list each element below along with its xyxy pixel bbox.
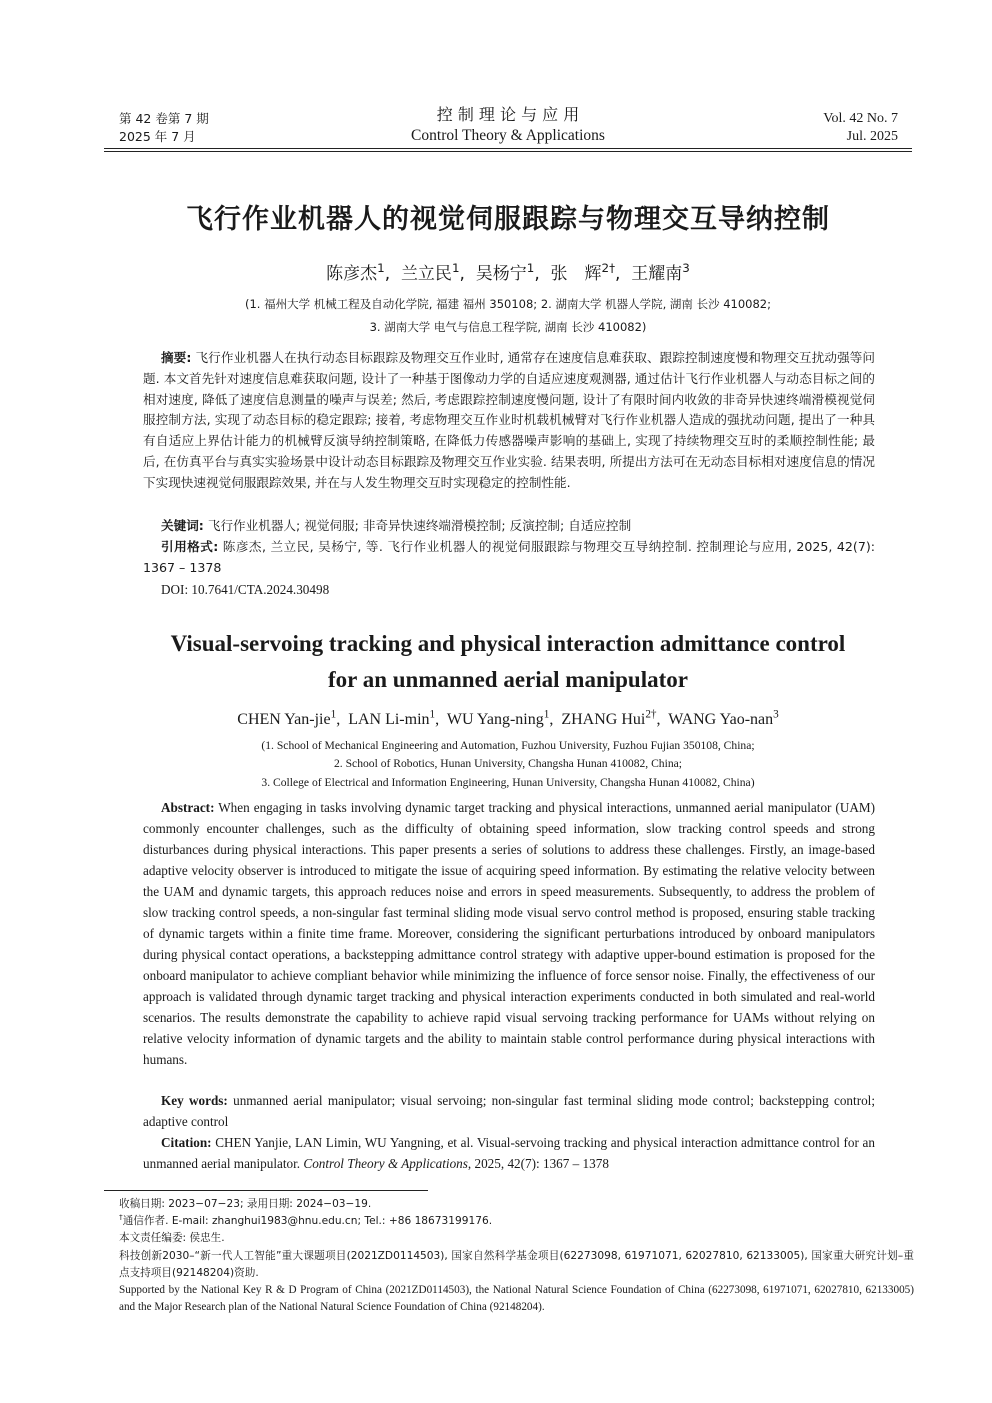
doi: DOI: 10.7641/CTA.2024.30498 [161, 582, 330, 597]
citation-cn-text: 陈彦杰, 兰立民, 吴杨宁, 等. 飞行作业机器人的视觉伺服跟踪与物理交互导纳控制. 控制理论与应用, 2025, 42(7): 1367 – 1378 [143, 539, 875, 575]
keywords-cn [143, 516, 875, 537]
citation-cn-label: 引用格式: [161, 539, 219, 554]
keywords-en-text: unmanned aerial manipulator; visual servoing; non-singular fast terminal sliding mode control; backstepping control; adaptive control [143, 1093, 876, 1129]
citation-en-journal: Control Theory & Applications [303, 1156, 468, 1171]
footnote-corresponding: †通信作者. E-mail: zhanghui1983@hnu.edu.cn; Tel.: +86 18673199176. [119, 1212, 493, 1228]
abstract-en [143, 797, 875, 1070]
keywords-en [143, 1090, 875, 1132]
citation-cn [143, 537, 875, 579]
footnote-editor: 本文责任编委: 侯忠生. [119, 1232, 225, 1245]
author-en: WU Yang-ning$^1$ [446, 708, 550, 728]
author-list-cn: 陈彦杰$^1$, 兰立民$^1$, 吴杨宁$^1$, 张 辉$^{2\dagger}$, 王耀南$^3$ [326, 260, 690, 284]
author-en: WANG Yao-nan$^3$ [668, 708, 779, 728]
header-date-cn: 2025 年 7 月 [119, 129, 196, 144]
footnote-funding-cn: 科技创新2030–“新一代人工智能”重大课题项目(2021ZD0114503), 国家自然科学基金项目(62273098, 61971071, 62027810, 62133005), 国家重大研究计划–重点支持项目(92148204)资助. [119, 1249, 914, 1279]
keywords-cn-text: 飞行作业机器人; 视觉伺服; 非奇异快速终端滑模控制; 反演控制; 自适应控制 [207, 518, 632, 533]
affiliation-cn-line: 3. 湖南大学 电气与信息工程学院, 湖南 长沙 410082) [369, 320, 647, 334]
keywords-cn-label: 关键词: [161, 518, 204, 533]
header-volume-cn: 第 42 卷第 7 期 [119, 111, 209, 126]
author-en: CHEN Yan-jie$^1$ [237, 708, 337, 728]
keywords-en-label: Key words: [161, 1093, 228, 1108]
author-list-en: CHEN Yan-jie$^1$, LAN $Li-\min^1$, WU Yang-ning$^1$, ZHANG Hui$^{2\dagger}$, WANG Yao-nan$^3$ [237, 708, 779, 728]
abstract-cn-text: 飞行作业机器人在执行动态目标跟踪及物理交互作业时, 通常存在速度信息难获取、跟踪控制速度慢和物理交互扰动强等问题. 本文首先针对速度信息难获取问题, 设计了一种基于图像动力学的自适应速度观测器, 通过估计飞行作业机器人与动态目标之间的相对速度, 降低了速度信息测量的噪声与误差; 然后, 考虑跟踪控制速度慢问题, 设计了有限时间内收敛的非奇异快速终端滑模视觉伺服控制方法, 实现了动态目标的稳定跟踪; 接着, 考虑物理交互作业时机载机械臂对飞行作业机器人造成的强扰动问题, 提出了一种具有自适应上界估计能力的机械臂反演导纳控制策略, 在降低力传感器噪声影响的基础上, 实现了持续物理交互时的柔顺控制性能; 最后, 在仿真平台与真实实验场景中设计动态目标跟踪及物理交互作业实验. 结果表明, 所提出方法可在无动态目标相对速度信息的情况下实现快速视觉伺服跟踪效果, 并在与人发生物理交互时实现稳定的控制性能. [143, 350, 875, 490]
affiliation-en-line: (1. School of Mechanical Engineering and Automation, Fuzhou University, Fuzhou Fujian 350108, China; [261, 739, 755, 752]
author-cn: 陈彦杰$^1$ [326, 260, 385, 284]
footnote-rule [104, 1190, 428, 1191]
paper-title-en [60, 626, 956, 698]
affiliation-en-line: 2. School of Robotics, Hunan University, Changsha Hunan 410082, China; [334, 757, 682, 771]
affiliation-cn-line: (1. 福州大学 机械工程及自动化学院, 福建 福州 350108; 2. 湖南大学 机器人学院, 湖南 长沙 410082; [245, 297, 771, 311]
abstract-en-text: When engaging in tasks involving dynamic target tracking and physical interactions, unmanned aerial manipulator (UAM) commonly encounter challenges, such as the difficulty of obtaining speed information, slow tracking control speeds and strong disturbances during physical interactions. This paper presents a series of solutions to address these challenges. Firstly, an image-based adaptive velocity observer is introduced to mitigate the issue of acquiring speed information. By estimating the relative velocity between the UAM and dynamic targets, this approach reduces noise and errors in speed measurements. Subsequently, to address the problem of slow tracking control speeds, a non-singular fast terminal sliding mode visual servo control method is proposed, ensuring stable tracking of dynamic targets within a finite time frame. Moreover, considering the significant perturbations introduced by onboard manipulators during physical contact operations, a backstepping admittance control strategy with adaptive upper-bound estimation is proposed for the onboard manipulator to achieve compliant behavior while minimizing the influence of force sensor noise. Finally, the effectiveness of our approach is validated through dynamic target tracking and physical interaction experiments conducted in both simulated and real-world scenarios. The results demonstrate the capability to achieve rapid visual servoing tracking performance for UAMs without relying on relative velocity information of dynamic targets and the ability to maintain stable control performance during physical interactions with humans. [143, 800, 875, 1067]
header-rule-top [104, 148, 912, 149]
journal-title-en: Control Theory & Applications [411, 127, 605, 144]
footnotes [119, 1196, 914, 1316]
abstract-cn [143, 348, 875, 494]
citation-en-text: CHEN Yanjie, LAN Limin, WU Yangning, et al. Visual-servoing tracking and physical interaction admittance control for an unmanned aerial manipulator. [143, 1135, 875, 1171]
affiliations-en [80, 737, 936, 792]
header-volume-en: Vol. 42 No. 7 [823, 111, 898, 126]
author-en: ZHANG Hui$^{2\dagger}$ [561, 708, 657, 728]
citation-en-pages: , 2025, 42(7): 1367 – 1378 [467, 1156, 609, 1171]
paper-title-en-line2: for an unmanned aerial manipulator [328, 667, 688, 692]
header-date-en: Jul. 2025 [846, 129, 898, 144]
citation-en-label: Citation: [161, 1135, 212, 1150]
affiliation-en-line: 3. College of Electrical and Information Engineering, Hunan University, Changsha Hunan 410082, China) [261, 775, 755, 789]
header-rule-bottom [104, 151, 912, 152]
journal-title-cn: 控 制 理 论 与 应 用 [436, 105, 580, 124]
footnote-funding-en: Supported by the National Key R & D Program of China (2021ZD0114503), the National Natural Science Foundation of China (62273098, 61971071, 62027810, 62133005) and the Major Research plan of the National Natural Science Foundation of China (92148204). [119, 1284, 914, 1314]
abstract-cn-label: 摘要: [161, 350, 192, 365]
paper-title-cn: 飞行作业机器人的视觉伺服跟踪与物理交互导纳控制 [186, 204, 830, 235]
abstract-en-label: Abstract: [161, 800, 215, 815]
author-en: LAN $Li-\min^1$ [348, 708, 436, 728]
footnote-received: 收稿日期: 2023−07−23; 录用日期: 2024−03−19. [119, 1198, 372, 1210]
citation-en [143, 1132, 875, 1174]
author-cn: 兰立民$^1$ [400, 260, 460, 284]
affiliations-cn [100, 293, 916, 339]
author-cn: 王耀南$^3$ [631, 260, 690, 284]
author-cn: 张 辉$^{2\dagger}$ [550, 260, 616, 284]
author-cn: 吴杨宁$^1$ [475, 260, 535, 284]
paper-title-en-line1: Visual-servoing tracking and physical interaction admittance control [170, 631, 846, 656]
